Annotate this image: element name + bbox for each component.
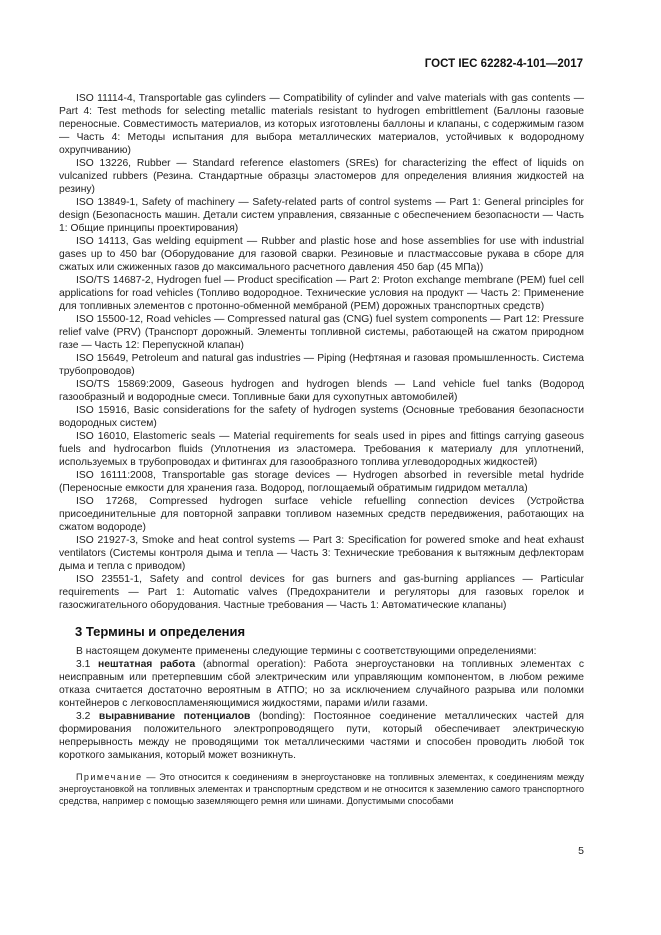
note-text: — Это относится к соединениям в энергоустановке на топливных элементах, к соединениям между энергоустановкой на топливных элементах и транспортным средством и не относится к заземлению самого транспортного средства, например с помощью заземляющего ремня или шинами. Допустимыми способами [59,772,584,806]
reference-item: ISO 15916, Basic considerations for the safety of hydrogen systems (Основные требования безопасности водородных систем) [59,405,584,429]
note-label: Примечание [76,772,143,782]
reference-item: ISO 21927-3, Smoke and heat control systems — Part 3: Specification for powered smoke and heat exhaust ventilators (Системы контроля дыма и тепла — Часть 3: Технические требования к вытяжным дефлекторам дыма и тепла с приводом) [59,535,584,572]
reference-item: ISO 13849-1, Safety of machinery — Safety-related parts of control systems — Part 1: General principles for design (Безопасность машин. Детали систем управления, связанные с обеспечением безопасности — Часть 1: Общие принципы проектирования) [59,197,584,234]
page-number: 5 [578,845,584,857]
reference-item: ISO/TS 14687-2, Hydrogen fuel — Product specification — Part 2: Proton exchange membrane (PEM) fuel cell applications for road vehicles (Топливо водородное. Технические условия на продукт — Часть 2: Применение для топливных элементов с протонно-обменной мембраной (PEM) дорожных транспортных средств) [59,275,584,312]
term-text: (abnormal operation): Работа энергоустановки на топливных элементах с неисправным или претерпевшим сбой электрическим или управляющим компонентом, в любом режиме отказа считается достаточно вероятным в АТПО; но за исключением случайного разрыва или поломки контейнеров с легковоспламеняющимися жидкостями, парами и/или газами. [59,659,584,709]
standard-code: ГОСТ IEC 62282-4-101—2017 [424,58,583,70]
reference-item: ISO/TS 15869:2009, Gaseous hydrogen and hydrogen blends — Land vehicle fuel tanks (Водород газообразный и водородные смеси. Топливные баки для сухопутных автомобилей) [59,379,584,403]
term-name: нештатная работа [98,659,196,670]
term-number: 3.2 [76,711,91,722]
term-text: (bonding): Постоянное соединение металлических частей для формирования положительного электропроводящего пути, который обеспечивает электрическую непрерывность между не проводящими ток металлическими частями и способен проводить любой ток короткого замыкания, который может возникнуть. [59,711,584,761]
reference-item: ISO 16111:2008, Transportable gas storage devices — Hydrogen absorbed in reversible metal hydride (Переносные емкости для хранения газа. Водород, поглощаемый обратимым гидридом металла) [59,470,584,494]
references-list [59,92,584,612]
term-definition [59,658,584,710]
page-content [59,92,584,816]
section-title: 3 Термины и определения [75,624,246,639]
reference-item: ISO 15500-12, Road vehicles — Compressed natural gas (CNG) fuel system components — Part 12: Pressure relief valve (PRV) (Транспорт дорожный. Элементы топливной системы, работающей на сжатом природном газе — Часть 12: Перепускной клапан) [59,314,584,351]
reference-item: ISO 16010, Elastomeric seals — Material requirements for seals used in pipes and fittings carrying gaseous fuels and hydrocarbon fluids (Уплотнения из эластомера. Требования к материалу для уплотнений, используемых в трубопроводах и фитингах для газообразного топлива углеводородных жидкостей) [59,431,584,468]
reference-item: ISO 15649, Petroleum and natural gas industries — Piping (Нефтяная и газовая промышленность. Система трубопроводов) [59,353,584,377]
reference-item: ISO 13226, Rubber — Standard reference elastomers (SREs) for characterizing the effect of liquids on vulcanized rubbers (Резина. Стандартные образцы эластомеров для определения влияния жидкостей на резину) [59,158,584,195]
term-definition [59,710,584,762]
reference-item: ISO 14113, Gas welding equipment — Rubber and plastic hose and hose assemblies for use with industrial gases up to 450 bar (Оборудование для газовой сварки. Резиновые и пластмассовые рукава в сборе для сжатых или сжиженных газов до максимального расчетного давления 450 бар (45 МПа)) [59,236,584,273]
note [59,771,584,807]
term-number: 3.1 [76,659,91,670]
term-name: выравнивание потенциалов [98,711,251,722]
reference-item: ISO 17268, Compressed hydrogen surface vehicle refuelling connection devices (Устройства присоединительные для повторной заправки топливом наземных средств передвижения, работающих на сжатом водороде) [59,496,584,533]
section-intro: В настоящем документе применены следующие термины с соответствующими определениями: [76,646,537,657]
reference-item: ISO 11114-4, Transportable gas cylinders — Compatibility of cylinder and valve materials with gas contents — Part 4: Test methods for selecting metallic materials resistant to hydrogen embrittlement (Баллоны газовые переносные. Совместимость материалов, из которых изготовлены баллоны и клапаны, с содержимым газом — Часть 4: Методы испытания для выбора металлических материалов, устойчивых к водородному охрупчиванию) [59,93,584,156]
reference-item: ISO 23551-1, Safety and control devices for gas burners and gas-burning appliances — Particular requirements — Part 1: Automatic valves (Предохранители и регуляторы для газовых горелок и газосжигательного оборудования. Частные требования — Часть 1: Автоматические клапаны) [59,574,584,611]
